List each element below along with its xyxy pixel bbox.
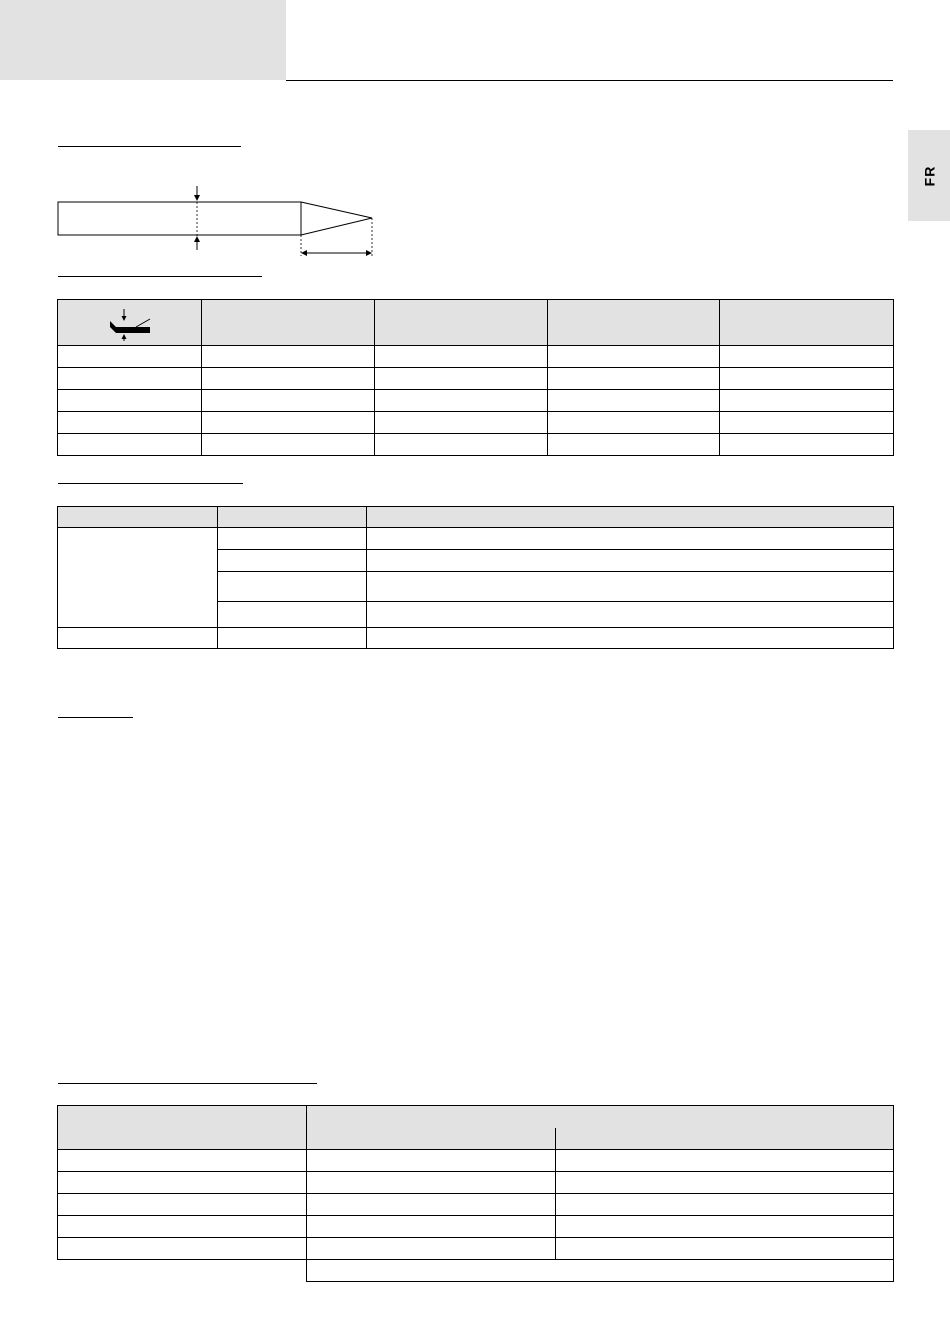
settings-table <box>57 506 894 649</box>
header-rule <box>286 80 893 81</box>
header-gray-box <box>0 0 286 80</box>
thickness-symbol-icon <box>106 305 154 341</box>
table-row <box>58 1238 894 1260</box>
table-header-cell <box>58 507 218 528</box>
table-row <box>58 1172 894 1194</box>
table-header-cell <box>367 507 894 528</box>
table-header-cell <box>307 1106 894 1150</box>
merged-cell <box>58 528 218 628</box>
language-tab-label: FR <box>920 165 937 186</box>
table-row <box>58 1260 894 1282</box>
table-row <box>58 1150 894 1172</box>
table-header-row <box>58 507 894 528</box>
table-header-cell <box>720 300 894 346</box>
table-header-cell <box>218 507 367 528</box>
table-footer-cell <box>307 1260 894 1282</box>
table-header-cell <box>548 300 720 346</box>
table-row <box>58 434 894 456</box>
section-rule-1 <box>58 146 241 147</box>
cut-edge-diagram-icon <box>56 182 386 260</box>
table-header-row <box>58 300 894 346</box>
table-header-cell <box>58 300 202 346</box>
table-header-cell <box>375 300 548 346</box>
section-rule-5 <box>58 1083 317 1084</box>
section-rule-4 <box>58 717 133 718</box>
language-tab[interactable] <box>908 130 950 221</box>
table-row <box>58 528 894 550</box>
table-row <box>58 628 894 649</box>
bottom-table <box>57 1105 894 1282</box>
table-row <box>58 1216 894 1238</box>
table-row <box>58 390 894 412</box>
table-header-row <box>58 1106 894 1150</box>
table-row <box>58 368 894 390</box>
section-rule-3 <box>58 483 243 484</box>
header-divider <box>555 1128 556 1150</box>
table-row <box>58 412 894 434</box>
thickness-table <box>57 299 894 456</box>
table-row <box>58 1194 894 1216</box>
table-header-cell <box>58 1106 307 1150</box>
table-row <box>58 346 894 368</box>
section-rule-2 <box>58 276 262 277</box>
table-header-cell <box>202 300 375 346</box>
